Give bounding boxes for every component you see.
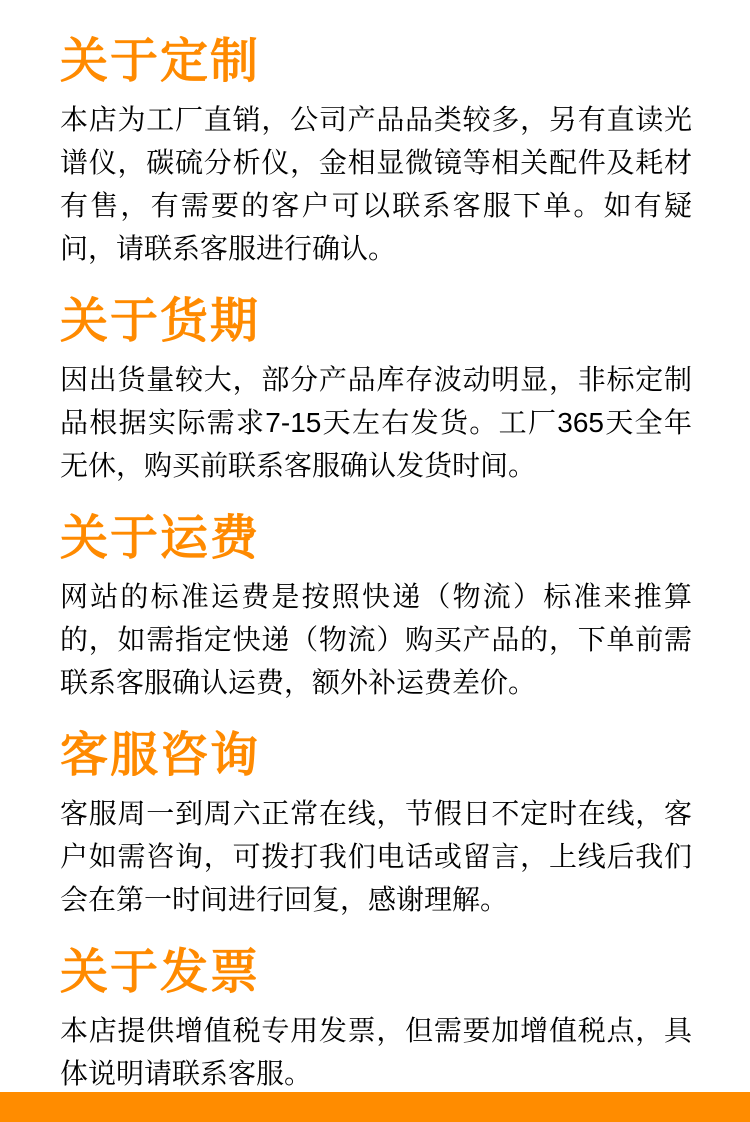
section-heading-invoice: 关于发票: [60, 946, 261, 999]
section-body-customization: 本店为工厂直销，公司产品品类较多，另有直读光谱仪，碳硫分析仪，金相显微镜等相关配件及耗材有售，有需要的客户可以联系客服下单。如有疑问，请联系客服进行确认。: [60, 104, 692, 264]
section-body-lead-time: 因出货量较大，部分产品库存波动明显，非标定制品根据实际需求7-15天左右发货。工厂365天全年无休，购买前联系客服确认发货时间。: [60, 364, 692, 481]
section-heading-customer-service: 客服咨询: [60, 729, 261, 782]
section-customization: [60, 34, 692, 270]
section-body-invoice: 本店提供增值税专用发票，但需要加增值税点，具体说明请联系客服。: [60, 1015, 692, 1089]
footer-accent-bar: [0, 1092, 750, 1122]
section-lead-time: [60, 294, 692, 487]
section-customer-service: [60, 728, 692, 921]
section-body-shipping-fee: 网站的标准运费是按照快递（物流）标准来推算的，如需指定快递（物流）购买产品的，下单前需联系客服确认运费，额外补运费差价。: [60, 581, 692, 698]
section-invoice: [60, 945, 692, 1095]
section-heading-shipping-fee: 关于运费: [60, 512, 261, 565]
section-heading-lead-time: 关于货期: [60, 295, 261, 348]
section-shipping-fee: [60, 511, 692, 704]
section-body-customer-service: 客服周一到周六正常在线，节假日不定时在线，客户如需咨询，可拨打我们电话或留言，上线后我们会在第一时间进行回复，感谢理解。: [60, 798, 692, 915]
section-heading-customization: 关于定制: [60, 35, 261, 88]
